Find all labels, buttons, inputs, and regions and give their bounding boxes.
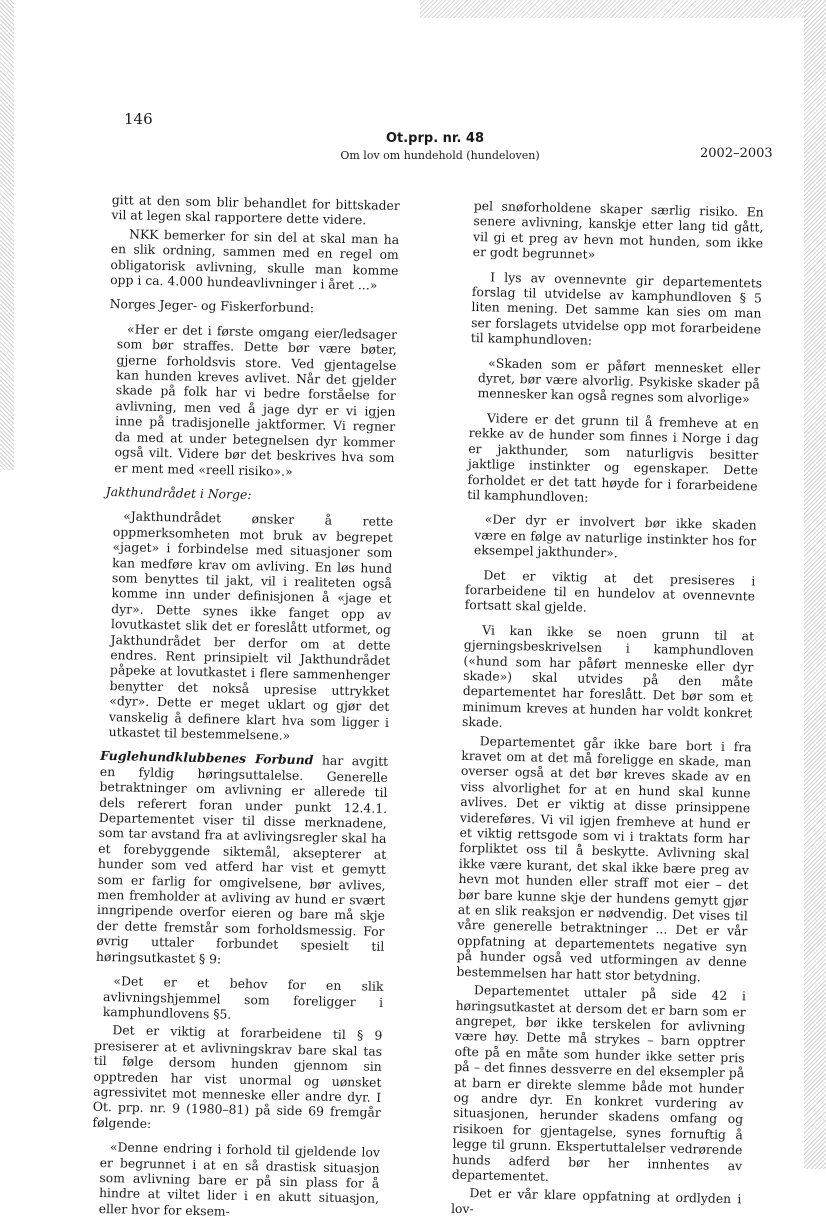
page-number: 146 xyxy=(124,110,153,128)
document-subtitle: Om lov om hundehold (hundeloven) xyxy=(340,149,540,162)
left-column xyxy=(90,192,400,1231)
quote-paragraph: «Her er det i første omgang eier/ledsager som bør straffes. Dette bør være bøter, gjerne forholdsvis store. Ved gjentagelse kan hunden kreves avlivet. Når det gjelder skade på folk har vi bedre forståelse for avlivning, men ved å jage dyr er vi igjen inne på tradisjonelle jaktformer. Vi regner da med at under betegnelsen dyr kommer også vilt. Videre bør det beskrives hva som er ment med «reell risiko».» xyxy=(114,321,398,479)
scan-border-right xyxy=(804,0,826,1169)
section-label: Norges Jeger- og Fiskerforbund: xyxy=(109,296,315,316)
scan-border-left xyxy=(0,0,14,470)
quote-paragraph: «Skaden som er påført mennesket eller dyret, bør være alvorlig. Psykiske skader på mennesker kan også regnes som alvorlige» xyxy=(477,355,761,407)
paragraph xyxy=(96,748,388,970)
quote-paragraph: «Denne endring i forhold til gjeldende lov er begrunnet i at en så drastisk situasjon som avlivning bare er på sin plass for å hindre at viltet lider i en akutt situasjon, eller hvor for eksem- xyxy=(98,1139,381,1219)
document-title: Ot.prp. nr. 48 xyxy=(385,131,485,146)
document-year: 2002–2003 xyxy=(700,146,773,161)
paragraph-text: har avgitt en fyldig høringsuttalelse. Generelle betraktninger om avlivning er allerede til dels referert foran under punkt 12.4.1. Departementet viser til disse merknadene, som tar avstand fra at avlivingsregler skal ha et forebyggende siktemål, aksepterer at hunder som ved atferd har vist et gemytt som er farlig for omgivelsene, bør avlives, men fremholder at avliving av hund er svært inngripende overfor eieren og bare må skje der dette fremstår som forholdsmessig. For øvrig uttaler forbundet spesielt til høringsutkastet § 9: xyxy=(95,752,389,967)
paragraph: I lys av ovennevnte gir departementets forslag til utvidelse av kamphundloven § 5 liten mening. Det samme kan sies om man ser forslagets utvidelse opp mot forarbeidene til kamphundloven: xyxy=(470,269,763,348)
paragraph: Det er viktig at det presiseres i forarbeidene til en hundelov at ovennevnte fortsatt skal gjelde. xyxy=(464,566,756,616)
paragraph: Departementet går ikke bare bort i fra kravet om at det må foreligge en skade, man overser også at det bør kreves skade av en viss alvorlighet for at en hund skal kunne avlives. Det er viktig at disse prinsippene videreføres. Vi vil igjen fremheve at hund er et viktig rettsgode som vi i traktats form har forpliktet oss til å beskytte. Avlivning skal ikke være kurant, det skal ikke bære preg av hevn mot hunden eller straff mot eier – det bør bare kunne skje der hundens gemytt gjør at en slik reaksjon er nødvendig. Det vises til våre generelle betraktninger ... Det er vår oppfatning at departementets negative syn på hunder også ved utformingen av denne bestemmelsen har hatt stor betydning. xyxy=(456,732,752,985)
paragraph: Departementet uttaler på side 42 i høringsutkastet at dersom det er barn som er angrepet, bør ikke terskelen for avlivning være høy. Dette må strykes – barn opptrer ofte på en måte som hunder ikke setter pris på – det finnes dessverre en del eksempler på at barn er direkte slemme både mot hunder og andre dyr. En konkret vurdering av situasjonen, herunder skadens omfang og risikoen for gjentagelse, synes fornuftig å legge til grunn. Ekspertuttalelser vedrørende hunds adferd bør her innhentes av departementet. xyxy=(451,982,747,1184)
paragraph: Det er vår klare oppfatning at ordlyden i lov- xyxy=(450,1185,742,1217)
organization-name: Fuglehundklubbenes Forbund xyxy=(100,748,314,768)
right-column xyxy=(451,198,764,1232)
paragraph: gitt at den som blir behandlet for bittskader vil at legen skal rapportere dette videre. xyxy=(111,192,400,228)
paragraph: Videre er det grunn til å fremheve at en rekke av de hunder som finnes i Norge i dag er jakthunder, som naturligvis besitter jaktlige instinkter og egenskaper. Dette forholdet er det tatt høyde for i forarbeidene til kamphundloven: xyxy=(467,410,760,505)
paragraph: NKK bemerker for sin del at skal man ha en slik ordning, sammen med en regel om obligatorisk avlivning, skulle man komme opp i ca. 4.000 hundeavlivninger i året ...» xyxy=(110,226,400,293)
quote-paragraph: Det er viktig at forarbeidene til § 9 presiserer at et avlivningskrav bare skal tas til følge dersom hunden gjennom sin opptreden har vist unormal og uønsket agressivitet mot menneske eller andre dyr. I Ot. prp. nr. 9 (1980–81) på side 69 fremgår følgende: xyxy=(92,1022,383,1131)
scan-border-top xyxy=(420,0,826,18)
quote-paragraph: «Det er et behov for en slik avlivningshjemmel som foreligger i kamphundlovens §5. xyxy=(102,973,384,1022)
paragraph: Vi kan ikke se noen grunn til at gjerningsbeskrivelsen i kamphundloven («hund som har påført menneske eller dyr skade») skal utvides på den måte departementet har foreslått. Det bør som et minimum kreves at hunden har voldt konkret skade. xyxy=(461,622,755,730)
quote-paragraph: «Der dyr er involvert bør ikke skaden være en følge av naturlige instinkter hos for eksempel jakthunder». xyxy=(473,511,757,561)
section-label: Jakthundrådet i Norge: xyxy=(105,483,252,502)
paragraph: pel snøforholdene skaper særlig risiko. En senere avlivning, kanskje etter lang tid gått, vil gi et preg av hevn mot hunden, som ikke er godt begrunnet» xyxy=(472,198,764,262)
quote-paragraph: «Jakthundrådet ønsker å rette oppmerksomheten mot bruk av begrepet «jaget» i forbindelse med situasjoner som kan medføre krav om avliving. En løs hund som benyttes til jakt, vil i realiteten også komme inn under definisjonen å «jage et dyr». Dette synes ikke fanget opp av lovutkastet slik det er foreslått utformet, og Jakthundrådet ber derfor om at dette endres. Rent prinsipielt vil Jakthundrådet påpeke at lovutkastet i flere sammenhenger benytter det nokså upresise uttrykket «dyr». Dette er meget uklart og gjør det vanskelig å definere klart hva som ligger i utkastet til bestemmelsene.» xyxy=(108,508,394,743)
